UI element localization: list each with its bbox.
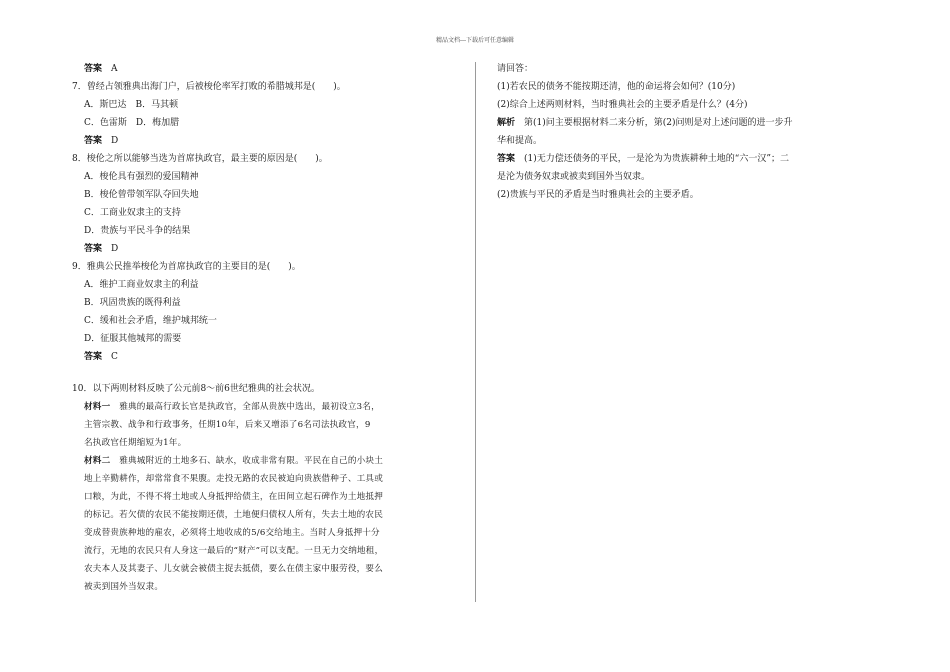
material-2-line: 地上辛勤耕作，却常常食不果腹。走投无路的农民被迫向贵族借种子、工具或: [84, 474, 383, 484]
material-1-line: 材料一 雅典的最高行政长官是执政官，全部从贵族中选出，最初设立3名，: [84, 402, 380, 412]
question-8-option: D．贵族与平民斗争的结果: [84, 226, 191, 236]
material-2-line: 变成替贵族种地的雇农，必须将土地收成的5/6交给地主。当时人身抵押十分: [84, 528, 380, 538]
material-2-line: 被卖到国外当奴隶。: [84, 582, 164, 592]
answer-q9: 答案 C: [84, 352, 118, 362]
right-column: [497, 60, 837, 204]
question-9-stem: 9．雅典公民推举梭伦为首席执政官的主要目的是( )。: [72, 262, 301, 272]
material-2-line: 的标记。若欠债的农民不能按期还债，土地便归债权人所有，失去土地的农民: [84, 510, 383, 520]
material-1-line: 名执政官任期缩短为1年。: [84, 438, 187, 448]
question-7-stem: 7．曾经占领雅典出海门户，后被梭伦率军打败的希腊城邦是( )。: [72, 82, 346, 92]
left-column: [72, 60, 452, 596]
analysis-line: 解析 第(1)问主要根据材料二来分析，第(2)问则是对上述问题的进一步升: [497, 118, 793, 128]
material-2-line: 材料二 雅典城附近的土地多石、缺水，收成非常有限。平民在自己的小块土: [84, 456, 384, 466]
answer-q7: 答案 D: [84, 136, 119, 146]
question-8-option: A．梭伦具有强烈的爱国精神: [84, 172, 199, 182]
page-header: 精品文档---下载后可任意编辑: [435, 37, 515, 44]
material-2-line: 农夫本人及其妻子、儿女就会被债主捉去抵债，要么在债主家中服劳役，要么: [84, 564, 383, 574]
question-9-option: D．征服其他城邦的需要: [84, 334, 182, 344]
spacer: [72, 366, 452, 380]
answer-line: 是沦为债务奴隶或被卖到国外当奴隶。: [497, 172, 651, 182]
answer-line: (2)贵族与平民的矛盾是当时雅典社会的主要矛盾。: [497, 190, 699, 200]
answer-q6: 答案 A: [84, 64, 118, 74]
question-9-option: A．维护工商业奴隶主的利益: [84, 280, 199, 290]
question-7-option: C．色雷斯 D．梅加腊: [84, 118, 180, 128]
material-1-line: 主管宗教、战争和行政事务，任期10年，后来又增添了6名司法执政官，9: [84, 420, 371, 430]
material-2-line: 口粮，为此，不得不将土地或人身抵押给债主，在田间立起石碑作为土地抵押: [84, 492, 383, 502]
sub-question: (1)若农民的债务不能按期还清，他的命运将会如何？(10分): [497, 82, 736, 92]
question-8-option: C．工商业奴隶主的支持: [84, 208, 181, 218]
question-8-stem: 8．梭伦之所以能够当选为首席执政官，最主要的原因是( )。: [72, 154, 328, 164]
question-9-option: C．缓和社会矛盾，维护城邦统一: [84, 316, 217, 326]
question-9-option: B．巩固贵族的既得利益: [84, 298, 181, 308]
question-7-option: A．斯巴达 B．马其顿: [84, 100, 179, 110]
answer-line: 答案 (1)无力偿还债务的平民，一是沦为为贵族耕种土地的“六一汉”；二: [497, 154, 789, 164]
column-divider: [475, 62, 476, 602]
instruction-text: 请回答：: [497, 64, 534, 74]
material-2-line: 流行，无地的农民只有人身这一最后的“财产”可以支配。一旦无力交纳地租，: [84, 546, 384, 556]
analysis-line: 华和提高。: [497, 136, 543, 146]
sub-question: (2)综合上述两则材料，当时雅典社会的主要矛盾是什么？(4分): [497, 100, 748, 110]
question-10-stem: 10．以下两则材料反映了公元前8～前6世纪雅典的社会状况。: [72, 384, 320, 394]
question-8-option: B．梭伦曾带领军队夺回失地: [84, 190, 199, 200]
answer-q8: 答案 D: [84, 244, 119, 254]
